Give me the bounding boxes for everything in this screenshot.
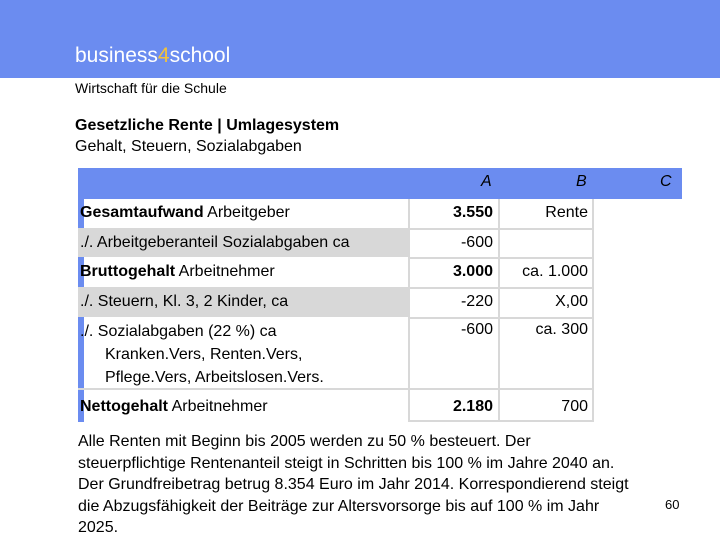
row-label: Gesamtaufwand Arbeitgeber — [80, 204, 290, 221]
value-b: Rente — [545, 204, 588, 221]
value-b: 700 — [561, 398, 588, 415]
value-b: X,00 — [555, 293, 588, 310]
footnote-text: Alle Renten mit Beginn bis 2005 werden zu 50 % besteuert. Der steuerpflichtige Rentenanteil steigt in Schritten bis 100 % im Jahre 2040 an. Der Grundfreibetrag betrug 8.354 Euro im Jahr 2014. Korrespondierend steigt die Abzugsfähigkeit der Beiträge zur Altersvorsorge bis auf 100 % im Jahr 2025. — [78, 433, 629, 537]
row-label-line2: Kranken.Vers, Renten.Vers, — [105, 346, 303, 363]
value-a: 2.180 — [452, 398, 493, 415]
table-header-bar — [78, 168, 682, 199]
value-b: ca. 300 — [535, 321, 588, 338]
grid-line — [408, 287, 594, 289]
value-a: 3.000 — [452, 263, 493, 280]
column-c-header: C — [660, 173, 672, 190]
row-label: ./. Steuern, Kl. 3, 2 Kinder, ca — [80, 293, 289, 310]
column-b-header: B — [576, 173, 587, 190]
value-a: -220 — [460, 293, 493, 310]
value-a: -600 — [460, 234, 493, 251]
value-a: -600 — [460, 321, 493, 338]
brand-subtitle: Wirtschaft für die Schule — [75, 80, 227, 96]
value-a: 3.550 — [452, 204, 493, 221]
grid-line — [408, 317, 594, 319]
page-title: Gesetzliche Rente | Umlagesystem — [75, 117, 340, 134]
grid-line — [408, 420, 594, 422]
row-label: Bruttogehalt Arbeitnehmer — [80, 263, 275, 280]
page-subtitle: Gehalt, Steuern, Sozialabgaben — [75, 138, 302, 155]
grid-line — [408, 257, 594, 259]
page-number: 60 — [665, 497, 680, 512]
row-label: Nettogehalt Arbeitnehmer — [80, 398, 268, 415]
value-b: ca. 1.000 — [522, 263, 588, 280]
grid-line — [408, 388, 594, 390]
row-label: ./. Arbeitgeberanteil Sozialabgaben ca — [80, 234, 350, 251]
grid-line — [408, 228, 594, 230]
row-label: ./. Sozialabgaben (22 %) ca — [80, 323, 277, 340]
brand-logo: business4school — [75, 44, 231, 67]
column-a-header: A — [481, 173, 492, 190]
row-label-line3: Pflege.Vers, Arbeitslosen.Vers. — [105, 369, 324, 386]
